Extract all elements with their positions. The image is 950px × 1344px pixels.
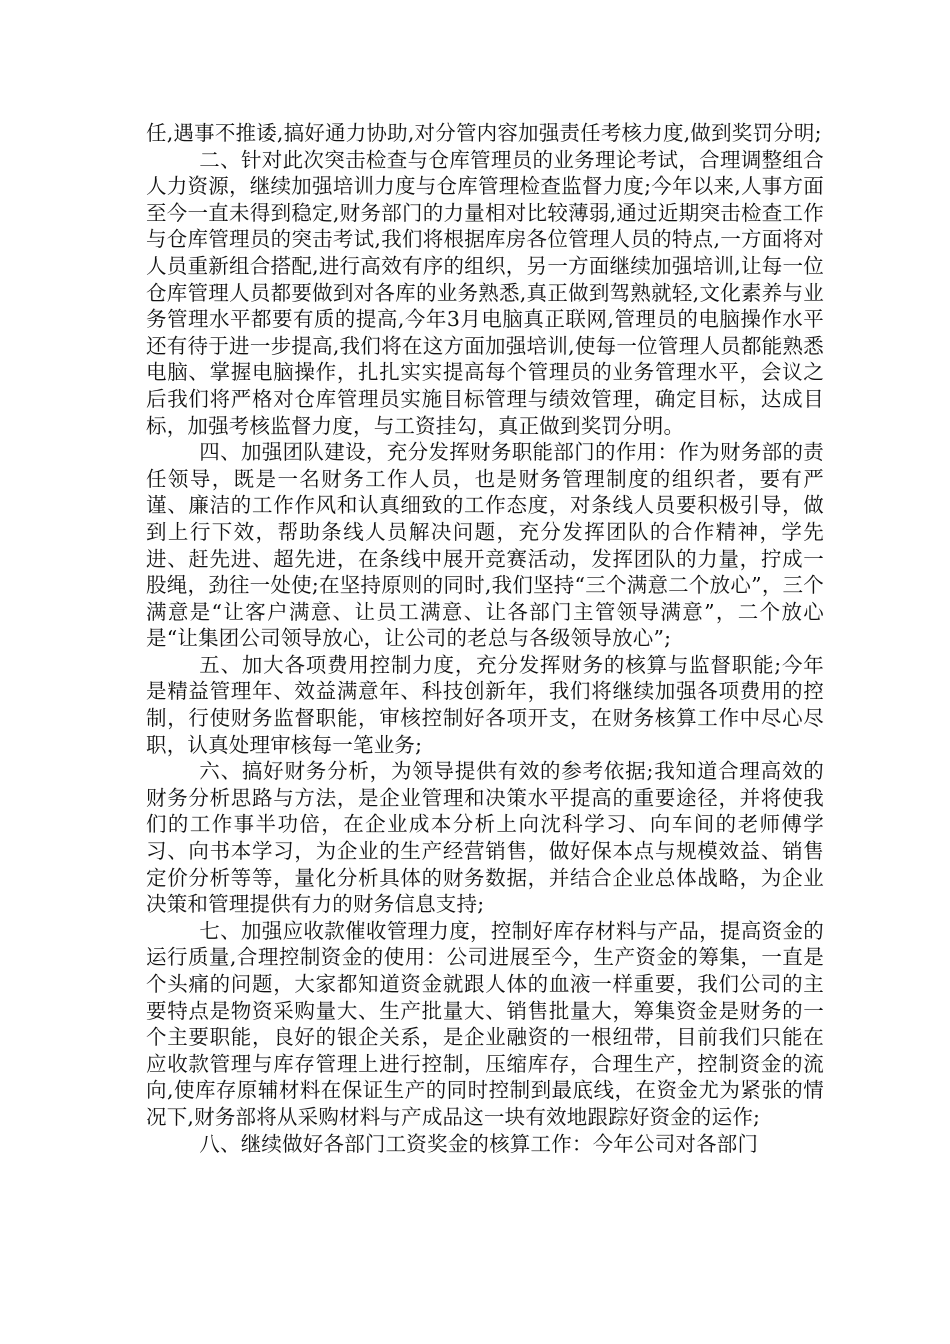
paragraph-item-5: 五、加大各项费用控制力度，充分发挥财务的核算与监督职能;今年是精益管理年、效益满意年、科技创新年，我们将继续加强各项费用的控制，行使财务监督职能，审核控制好各项开支，在财务核算工作中尽心尽职，认真处理审核每一笔业务; [146, 652, 824, 757]
paragraph-item-4: 四、加强团队建设，充分发挥财务职能部门的作用：作为财务部的责任领导，既是一名财务工作人员，也是财务管理制度的组织者，要有严谨、廉洁的工作作风和认真细致的工作态度，对条线人员要积极引导，做到上行下效，帮助条线人员解决问题，充分发挥团队的合作精神，学先进、赶先进、超先进，在条线中展开竞赛活动，发挥团队的力量，拧成一股绳，劲往一处使;在坚持原则的同时,我们坚持“三个满意二个放心”，三个满意是“让客户满意、让员工满意、让各部门主管领导满意”，二个放心是“让集团公司领导放心，让公司的老总与各级领导放心”; [146, 440, 824, 651]
paragraph-item-8: 八、继续做好各部门工资奖金的核算工作：今年公司对各部门 [199, 1131, 759, 1156]
paragraph-continuation: 任,遇事不推诿,搞好通力协助,对分管内容加强责任考核力度,做到奖罚分明; [146, 121, 822, 145]
paragraph-item-6: 六、搞好财务分析，为领导提供有效的参考依据;我知道合理高效的财务分析思路与方法，是企业管理和决策水平提高的重要途径，并将使我们的工作事半功倍，在企业成本分析上向沈科学习、向车间的老师傅学习、向书本学习，为企业的生产经营销售，做好保本点与规模效益、销售定价分析等等，量化分析具体的财务数据，并结合企业总体战略，为企业决策和管理提供有力的财务信息支持; [146, 759, 824, 917]
paragraph-item-2: 二、针对此次突击检查与仓库管理员的业务理论考试，合理调整组合人力资源，继续加强培训力度与仓库管理检查监督力度;今年以来,人事方面至今一直未得到稳定,财务部门的力量相对比较薄弱,通过近期突击检查工作与仓库管理员的突击考试,我们将根据库房各位管理人员的特点,一方面将对人员重新组合搭配,进行高效有序的组织，另一方面继续加强培训,让每一位仓库管理人员都要做到对各库的业务熟悉,真正做到驾熟就轻,文化素养与业务管理水平都要有质的提高,今年3月电脑真正联网,管理员的电脑操作水平还有待于进一步提高,我们将在这方面加强培训,使每一位管理人员都能熟悉电脑、掌握电脑操作，扎扎实实提高每个管理员的业务管理水平，会议之后我们将严格对仓库管理员实施目标管理与绩效管理，确定目标，达成目标，加强考核监督力度，与工资挂勾，真正做到奖罚分明。 [146, 147, 824, 438]
paragraph-item-7: 七、加强应收款催收管理力度，控制好库存材料与产品，提高资金的运行质量,合理控制资金的使用：公司进展至今，生产资金的筹集，一直是个头痛的问题，大家都知道资金就跟人体的血液一样重要，我们公司的主要特点是物资采购量大、生产批量大、销售批量大，筹集资金是财务的一个主要职能，良好的银企关系，是企业融资的一根纽带，目前我们只能在应收款管理与库存管理上进行控制，压缩库存，合理生产，控制资金的流向,使库存原辅材料在保证生产的同时控制到最底线，在资金尤为紧张的情况下,财务部将从采购材料与产成品这一块有效地跟踪好资金的运作; [146, 918, 824, 1129]
document-body [146, 120, 824, 1157]
